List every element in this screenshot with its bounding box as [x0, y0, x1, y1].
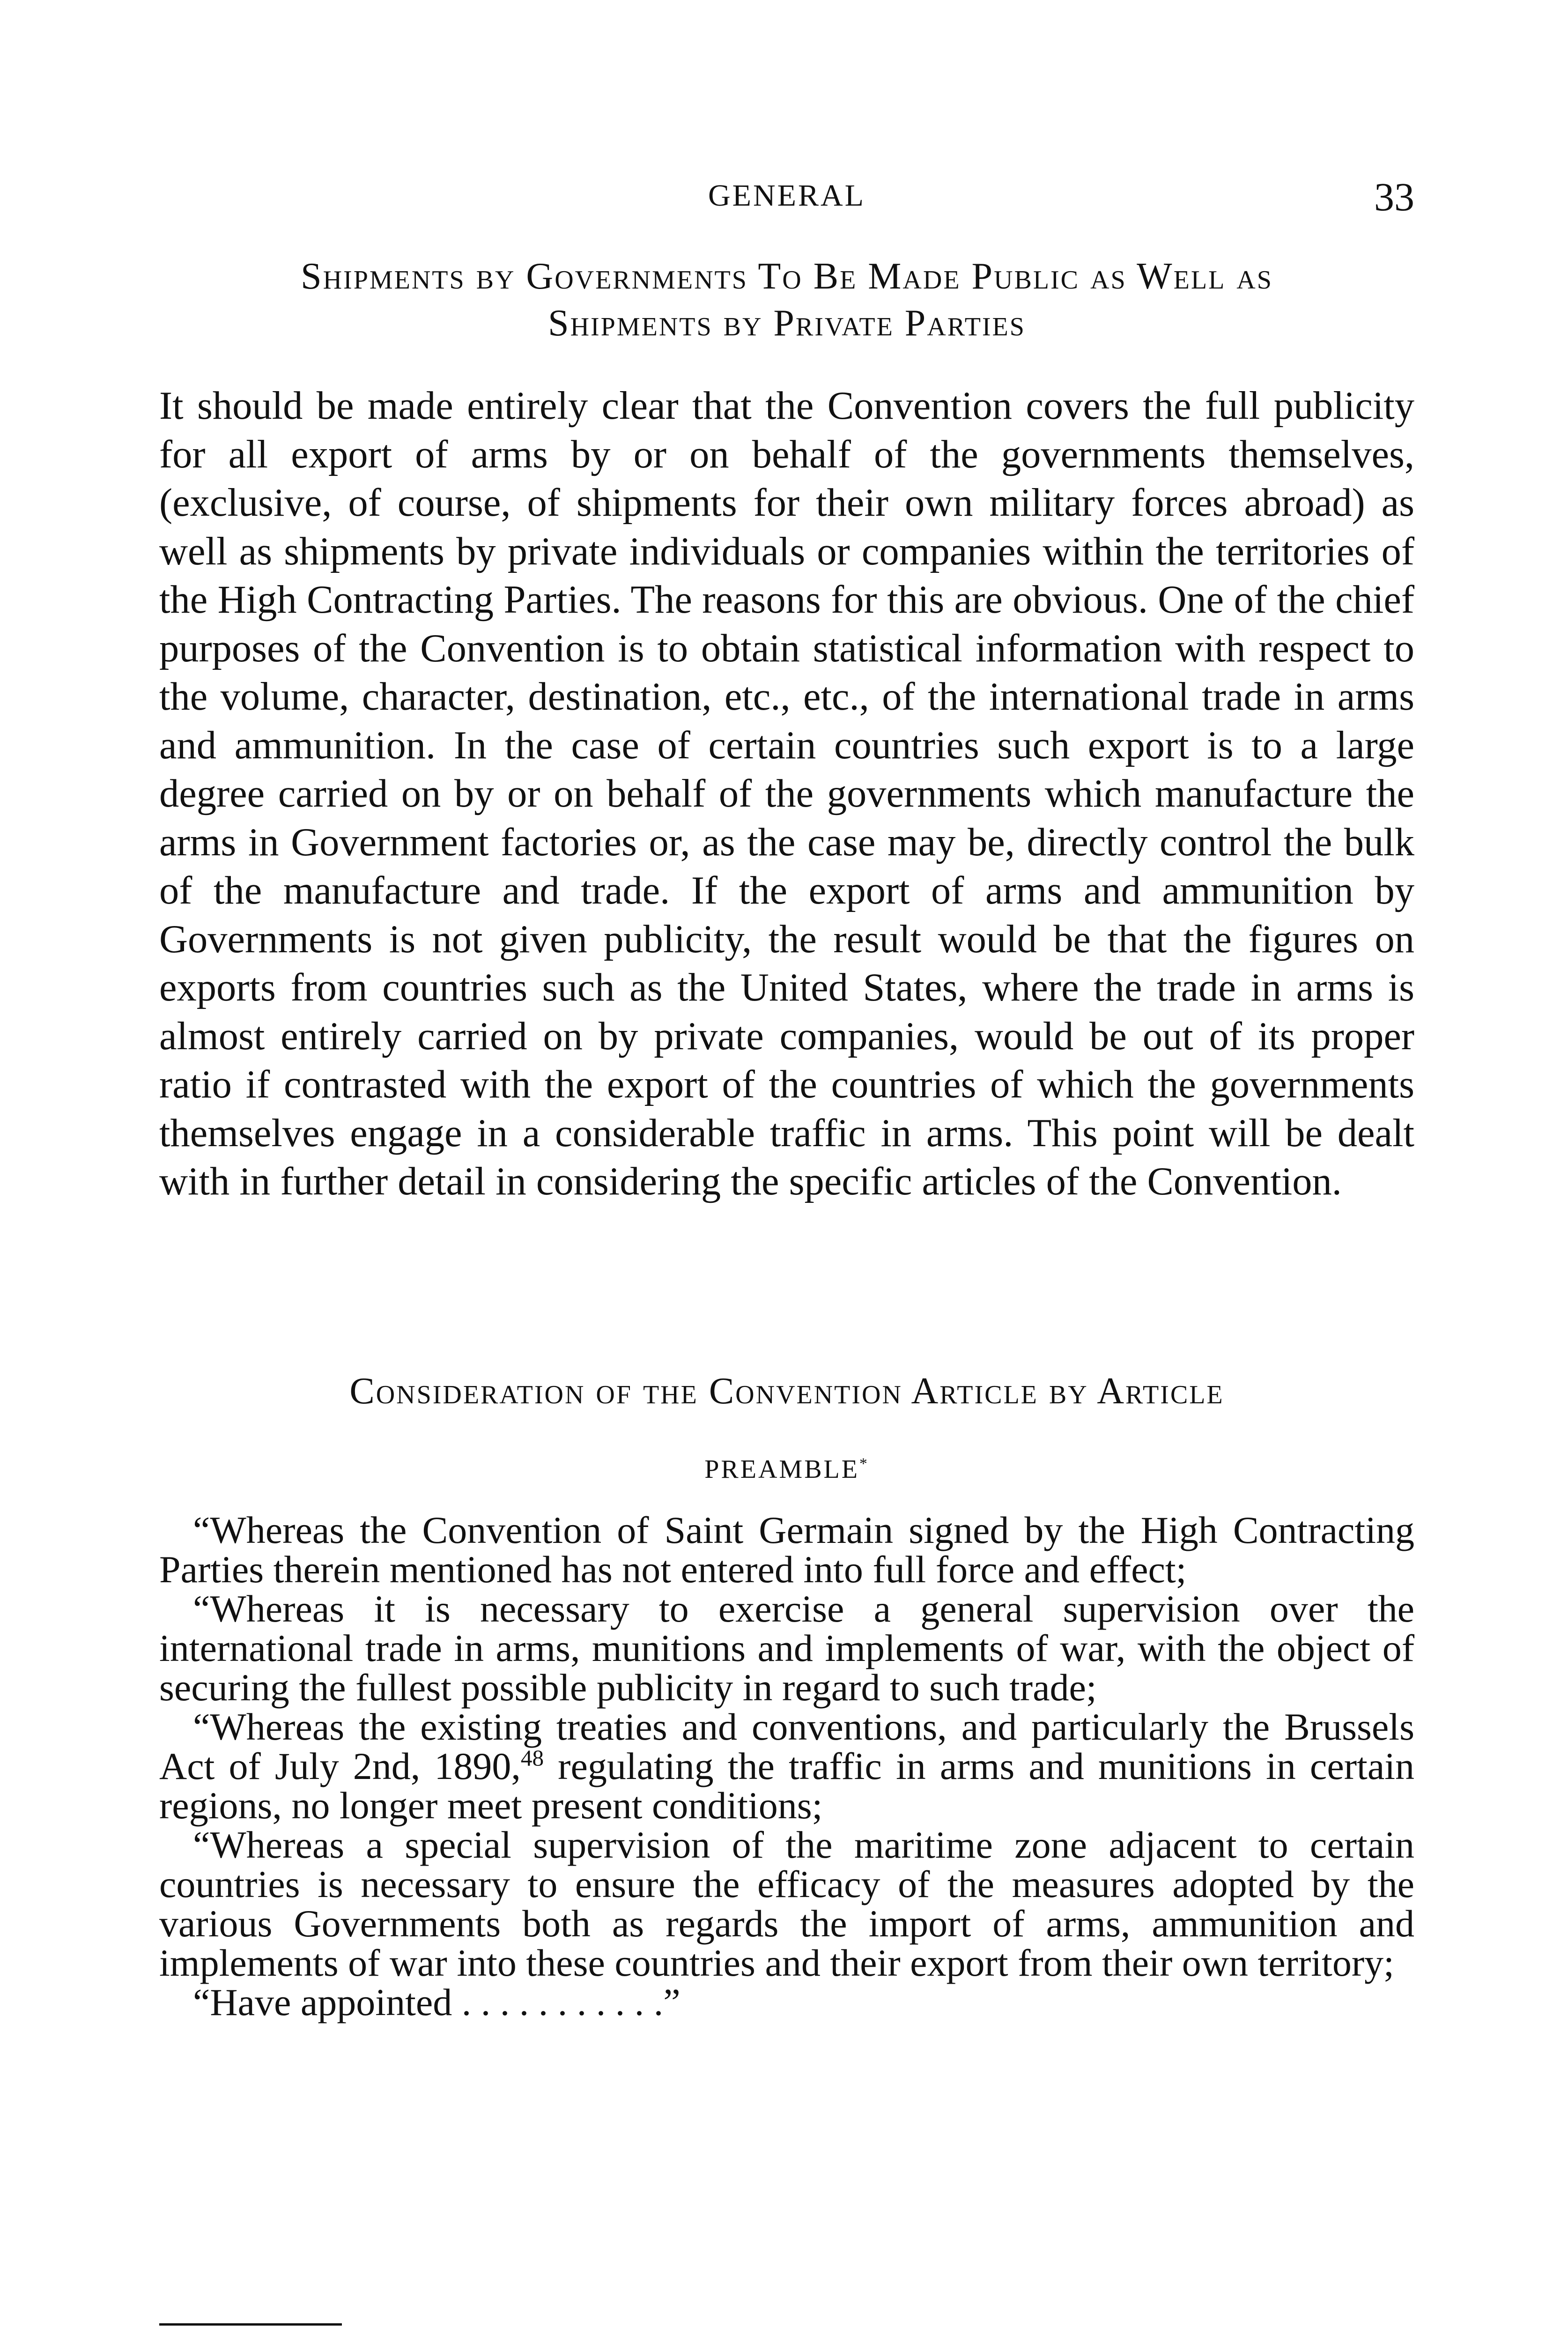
quote-text: “Whereas the existing treaties and conventions, and particularly the Brussels Act of July 2nd, 1890,	[159, 1705, 1414, 1787]
preamble-quotes	[159, 1511, 1414, 2022]
section-heading-line-1: Shipments by Governments To Be Made Public as Well as	[301, 256, 1273, 297]
preamble-quote: “Whereas the Convention of Saint Germain signed by the High Contracting Parties therein mentioned has not entered into full force and effect;	[159, 1509, 1414, 1591]
section-heading-shipments	[159, 253, 1414, 347]
section-heading-line-2: Shipments by Private Parties	[548, 303, 1026, 344]
preamble-footnote-mark: *	[859, 1455, 869, 1473]
footnote-divider	[159, 2323, 342, 2326]
preamble-subheading	[159, 1454, 1414, 1484]
body-paragraph: It should be made entirely clear that the Convention covers the full publicity for all export of arms by or on behalf of the governments themselves, (exclusive, of course, of shipments for their own military forces abroad) as well as shipments by private individuals or companies within the territories of the High Contracting Parties. The reasons for this are obvious. One of the chief purposes of the Convention is to obtain statistical information with respect to the volume, character, destination, etc., etc., of the international trade in arms and ammunition. In the case of certain countries such export is to a large degree carried on by or on behalf of the governments which manufacture the arms in Government factories or, as the case may be, directly control the bulk of the manufacture and trade. If the export of arms and ammunition by Governments is not given publicity, the result would be that the figures on exports from countries such as the United States, where the trade in arms is almost entirely carried on by private companies, would be out of its proper ratio if contrasted with the export of the countries of which the governments themselves engage in a considerable traffic in arms. This point will be dealt with in further detail in considering the specific articles of the Convention.	[159, 384, 1414, 1203]
preamble-quote: “Whereas it is necessary to exercise a general supervision over the international trade in arms, munitions and implements of war, with the object of securing the fullest possible publicity in regard to such trade;	[159, 1587, 1414, 1709]
page-number: 33	[1374, 174, 1414, 219]
quote-text: regulating the traffic in arms and munitions in certain regions, no longer meet present conditions;	[159, 1745, 1414, 1827]
preamble-quote: “Have appointed . . . . . . . . . . .”	[193, 1981, 680, 2023]
running-title: GENERAL	[708, 178, 865, 213]
footnote-ref-48: 48	[520, 1745, 544, 1771]
section-heading-consideration: Consideration of the Convention Article by Article	[349, 1371, 1224, 1412]
preamble-quote: “Whereas a special supervision of the maritime zone adjacent to certain countries is necessary to ensure the efficacy of the measures adopted by the various Governments both as regards the import of arms, ammunition and implements of war into these countries and their export from their own territory;	[159, 1823, 1414, 1984]
preamble-quote	[159, 1707, 1414, 1825]
preamble-label-text: PREAMBLE	[704, 1455, 859, 1484]
running-head	[159, 173, 1414, 225]
